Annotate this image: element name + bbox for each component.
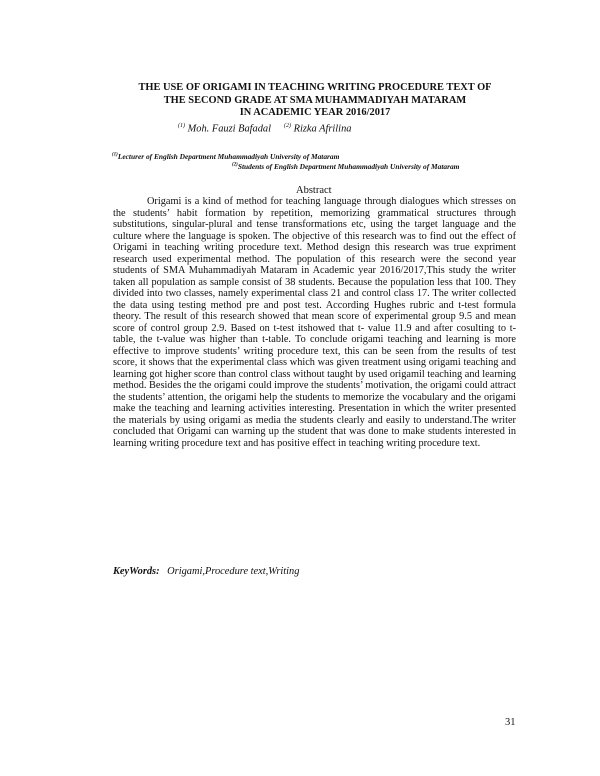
author-1-mark: (1): [178, 123, 185, 129]
affiliation-2: [232, 162, 459, 171]
affiliation-1-mark: (1): [112, 152, 118, 158]
keywords-value: Origami,Procedure text,Writing: [167, 566, 300, 577]
abstract-heading: Abstract: [296, 185, 332, 196]
title-line-2: THE SECOND GRADE AT SMA MUHAMMADIYAH MATARAM: [163, 94, 467, 106]
paper-title: [100, 82, 530, 120]
author-2-mark: (2): [284, 123, 292, 129]
author-line: [178, 123, 351, 134]
affiliation-2-text: Students of English Department Muhammadiyah University of Mataram: [237, 162, 460, 171]
title-line-1: THE USE OF ORIGAMI IN TEACHING WRITING PROCEDURE TEXT OF: [138, 82, 492, 93]
author-2-name: Rizka Afrilina: [293, 123, 352, 135]
keywords-label: KeyWords:: [113, 566, 160, 577]
abstract-body: Origami is a kind of method for teaching language through dialogues which stresses on the students’ habit formation by repetition, memorizing grammatical structures through substitutions, singular-plural and tense transformations etc, using the target language and the culture where the language is spoken. The objective of this research was to find out the effect of Origami in teaching writing procedure text. Method design this research was true expriment research used experimental method. The population of this research were the second year students of SMA Muhammadiyah Mataram in Academic year 2016/2017,This study the writer taken all population as sample consist of 38 students. Because the population less that 100. They divided into two classes, namely experimental class 21 and control class 17. The writer collected the data using testing method pre and post test. According Hughes rubric and t-test formula theory. The result of this research showed that mean score of experimental group 9.5 and mean score of control group 2.9. Based on t-test itshowed that t- value 11.9 and after cosulting to t-table, the t-value was higher than t-table. To conclude origami teaching and learning is more effective to improve students’ writing procedure text, this can be seen from the results of test score, it shows that the experimental class which was given treatment using origami teaching and learning got higher score than control class without taught by used origamil teaching and learning method. Besides the the origami could improve the students’ motivation, the origami could attract the students’ attention, the origami help the students to memorize the vocabulary and the origami make the teaching and learning activities interesting. Presentation in which the writer presented the materials by using origami as media the students clearly and easily to understand.The writer concluded that Origami can warning up the student that was done to make students interested in learning writing procedure text and has positive effect in teaching writing procedure text.: [113, 196, 516, 449]
affiliation-2-mark: (2): [232, 162, 238, 168]
keywords: [113, 566, 299, 577]
author-1-name: Moh. Fauzi Bafadal: [187, 123, 272, 135]
title-line-3: IN ACADEMIC YEAR 2016/2017: [239, 107, 391, 119]
affiliation-1: [112, 152, 339, 161]
affiliation-1-text: Lecturer of English Department Muhammadiyah University of Mataram: [117, 152, 340, 161]
page-number: 31: [505, 717, 516, 728]
